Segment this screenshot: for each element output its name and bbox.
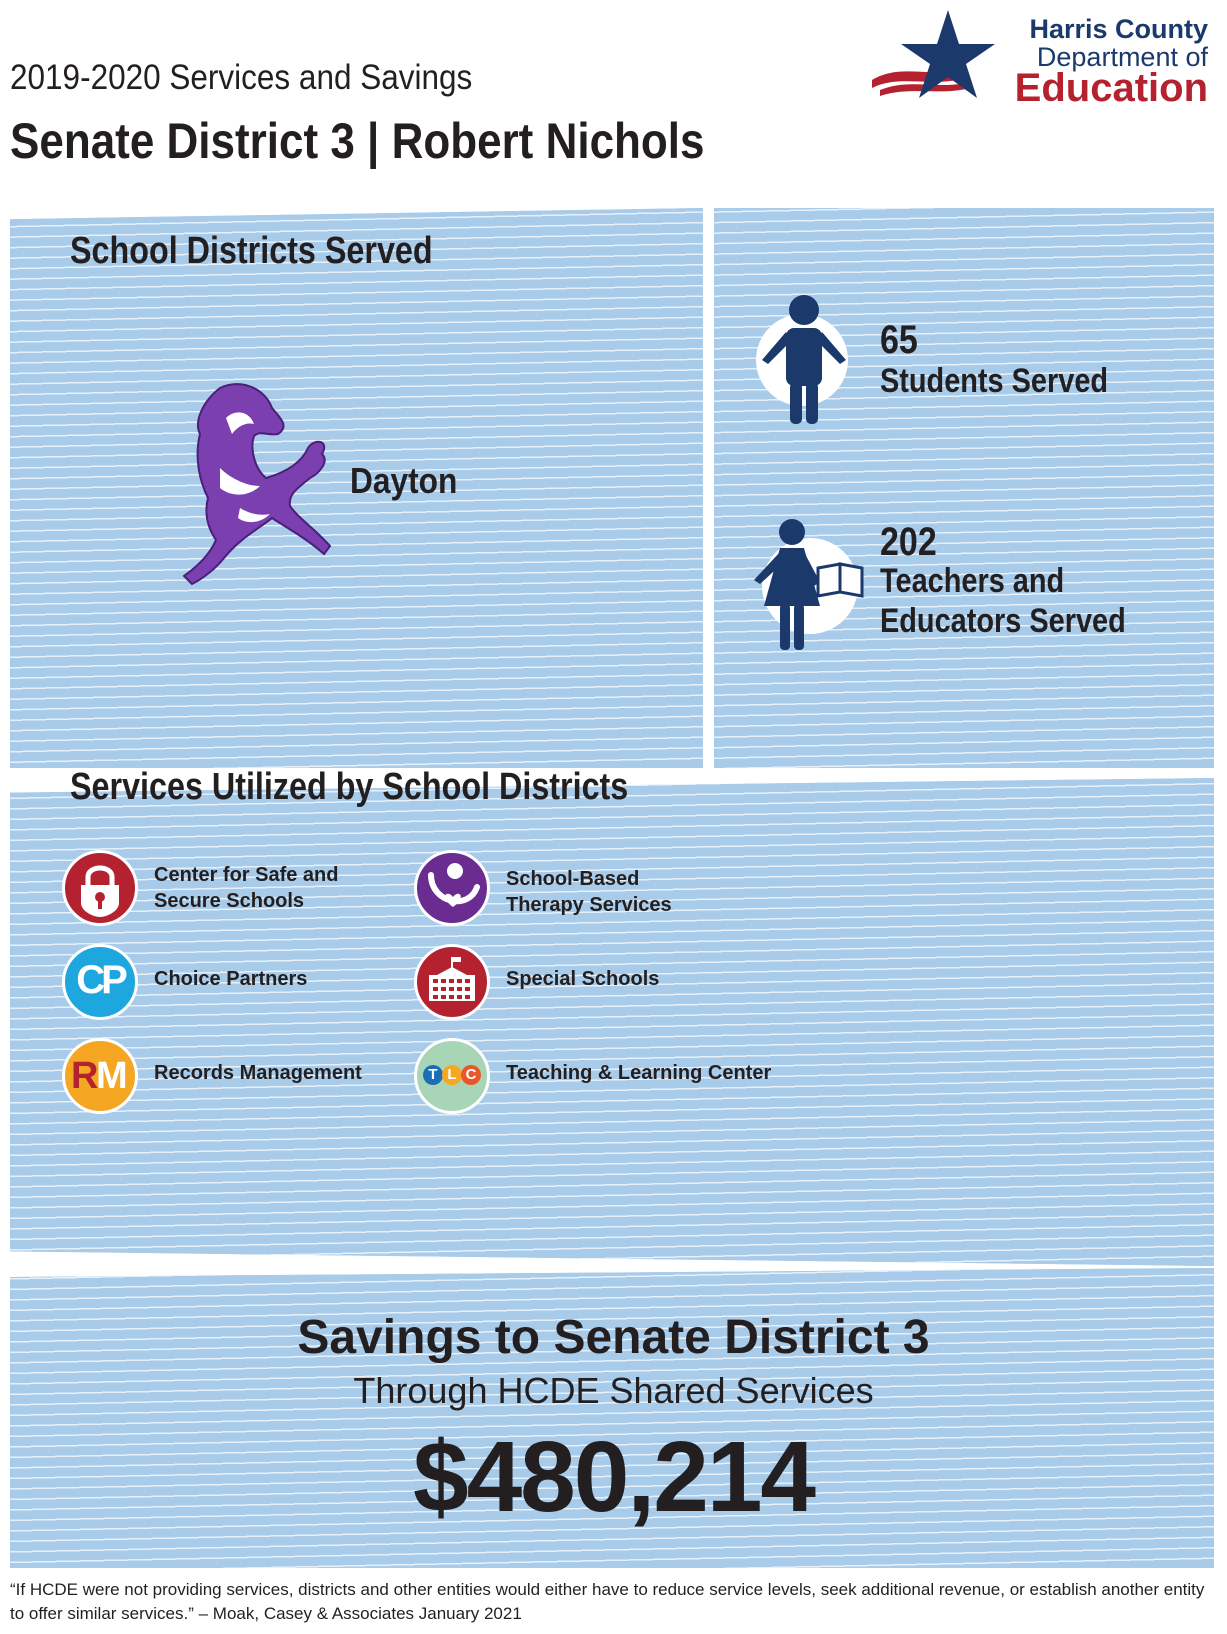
service-therapy <box>414 850 754 930</box>
tlc-letter-l: L <box>442 1065 462 1085</box>
school-building-icon <box>414 944 490 1020</box>
star-flag-icon <box>870 8 1000 108</box>
service-label-line1: Center for Safe and <box>154 864 339 886</box>
teacher-icon <box>748 516 866 656</box>
lock-icon <box>62 850 138 926</box>
page-title: Senate District 3 | Robert Nichols <box>10 113 705 169</box>
cp-icon <box>62 944 138 1020</box>
savings-subtitle: Through HCDE Shared Services <box>353 1370 874 1411</box>
teachers-label-line2: Educators Served <box>880 602 1126 640</box>
rm-icon <box>62 1038 138 1114</box>
service-safe-secure-schools <box>62 850 402 930</box>
cp-icon-text: CP <box>76 958 124 1002</box>
service-records-management <box>62 1038 402 1118</box>
services-heading: Services Utilized by School Districts <box>70 766 629 808</box>
service-label-line1: School-Based <box>506 868 640 890</box>
therapy-icon <box>414 850 490 926</box>
savings-title: Savings to Senate District 3 <box>297 1311 930 1364</box>
mustang-mascot-icon <box>180 378 340 588</box>
service-label: Choice Partners <box>154 968 308 990</box>
savings-amount: $480,214 <box>412 1421 815 1533</box>
logo-text-harris-county: Harris County <box>1029 14 1208 44</box>
service-choice-partners <box>62 944 402 1024</box>
hcde-logo <box>890 8 1220 108</box>
rm-icon-letter-r: R <box>71 1055 99 1097</box>
rm-icon-letter-m: M <box>96 1055 128 1097</box>
students-label: Students Served <box>880 362 1109 400</box>
service-teaching-learning-center <box>414 1038 794 1118</box>
service-label: Records Management <box>154 1062 362 1084</box>
service-label: Special Schools <box>506 968 660 990</box>
district-name: Dayton <box>350 460 458 501</box>
teachers-count: 202 <box>880 520 937 564</box>
tlc-letter-c: C <box>461 1065 481 1085</box>
service-label: Teaching & Learning Center <box>506 1062 772 1084</box>
tlc-letter-t: T <box>423 1065 443 1085</box>
students-count: 65 <box>880 318 918 362</box>
logo-text-education: Education <box>1014 66 1208 110</box>
service-label-line2: Therapy Services <box>506 894 672 916</box>
teachers-label-line1: Teachers and <box>880 562 1065 600</box>
tlc-icon <box>414 1038 490 1114</box>
logo-text-department: Department of <box>1036 42 1208 72</box>
page-subtitle: 2019-2020 Services and Savings <box>10 58 473 97</box>
service-special-schools <box>414 944 754 1024</box>
districts-heading: School Districts Served <box>70 230 433 272</box>
student-icon <box>752 292 852 427</box>
footer-quote: “If HCDE were not providing services, districts and other entities would either have to reduce service levels, seek additional revenue, or establish another entity to offer similar services.” – Moak, Casey & Associates January 2021 <box>10 1580 1205 1623</box>
service-label-line2: Secure Schools <box>154 890 305 912</box>
